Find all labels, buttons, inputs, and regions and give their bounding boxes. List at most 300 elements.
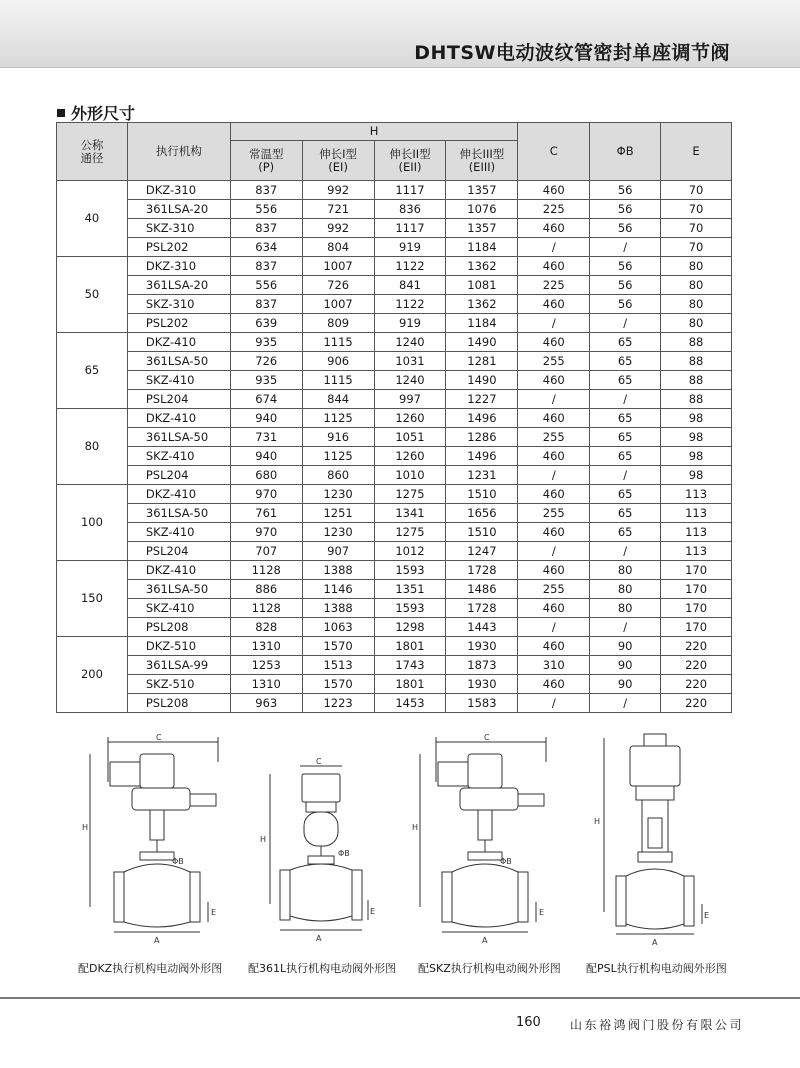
c-cell: 460 [518, 409, 590, 428]
table-row [57, 504, 732, 523]
phib-cell: / [590, 542, 661, 561]
h-p-cell: 970 [230, 485, 302, 504]
table-row [57, 485, 732, 504]
h-eiii-cell: 1496 [446, 447, 518, 466]
h-p-cell: 726 [230, 352, 302, 371]
h-eiii-cell: 1656 [446, 504, 518, 523]
h-ei-cell: 1063 [302, 618, 374, 637]
e-cell: 220 [661, 675, 732, 694]
actuator-model-cell: PSL204 [127, 466, 230, 485]
h-eii-cell: 919 [374, 238, 446, 257]
e-cell: 70 [661, 200, 732, 219]
h-ei-cell: 804 [302, 238, 374, 257]
h-eiii-cell: 1286 [446, 428, 518, 447]
square-bullet-icon [57, 109, 65, 117]
e-cell: 113 [661, 504, 732, 523]
e-cell: 170 [661, 599, 732, 618]
dim-a-label: A [316, 934, 322, 943]
table-row [57, 675, 732, 694]
e-cell: 88 [661, 390, 732, 409]
dim-e-label: E [211, 908, 217, 917]
h-p-cell: 1253 [230, 656, 302, 675]
actuator-model-cell: SKZ-310 [127, 295, 230, 314]
c-cell: 460 [518, 333, 590, 352]
dim-phib-label: ΦB [338, 849, 350, 858]
e-cell: 220 [661, 694, 732, 713]
phib-cell: 65 [590, 447, 661, 466]
h-p-cell: 940 [230, 409, 302, 428]
h-p-cell: 837 [230, 181, 302, 200]
actuator-model-cell: DKZ-410 [127, 409, 230, 428]
h-p-cell: 639 [230, 314, 302, 333]
table-row [57, 561, 732, 580]
h-eii-cell: 1453 [374, 694, 446, 713]
h-p-cell: 761 [230, 504, 302, 523]
h-eiii-cell: 1362 [446, 295, 518, 314]
c-cell: 225 [518, 200, 590, 219]
dimension-table [56, 122, 732, 713]
h-ei-cell: 1125 [302, 447, 374, 466]
e-cell: 70 [661, 181, 732, 200]
dim-h-label: H [412, 823, 419, 832]
c-cell: 460 [518, 447, 590, 466]
header-nominal-diameter [57, 123, 128, 181]
c-cell: / [518, 618, 590, 637]
actuator-model-cell: PSL208 [127, 694, 230, 713]
c-cell: 255 [518, 504, 590, 523]
h-eiii-cell: 1496 [446, 409, 518, 428]
actuator-model-cell: DKZ-510 [127, 637, 230, 656]
table-row [57, 333, 732, 352]
dim-e-label: E [370, 907, 376, 916]
actuator-model-cell: DKZ-410 [127, 561, 230, 580]
c-cell: 460 [518, 371, 590, 390]
c-cell: 310 [518, 656, 590, 675]
phib-cell: / [590, 238, 661, 257]
diagram-dkz [80, 732, 240, 954]
nominal-diameter-cell: 200 [57, 637, 128, 713]
actuator-model-cell: 361LSA-99 [127, 656, 230, 675]
h-ei-cell: 860 [302, 466, 374, 485]
h-p-cell: 970 [230, 523, 302, 542]
h-p-cell: 1310 [230, 637, 302, 656]
h-eiii-cell: 1490 [446, 371, 518, 390]
page-title: DHTSW电动波纹管密封单座调节阀 [414, 42, 730, 64]
h-eii-cell: 1122 [374, 257, 446, 276]
h-eii-cell: 1122 [374, 295, 446, 314]
h-eii-cell: 997 [374, 390, 446, 409]
footer-divider [0, 997, 800, 999]
phib-cell: 56 [590, 219, 661, 238]
e-cell: 220 [661, 656, 732, 675]
h-eiii-cell: 1443 [446, 618, 518, 637]
h-eii-cell: 1351 [374, 580, 446, 599]
actuator-model-cell: PSL208 [127, 618, 230, 637]
phib-cell: / [590, 694, 661, 713]
company-name: 山东裕鸿阀门股份有限公司 [570, 1018, 745, 1032]
h-eiii-cell: 1510 [446, 485, 518, 504]
h-eiii-cell: 1728 [446, 599, 518, 618]
table-row [57, 580, 732, 599]
h-eii-cell: 1801 [374, 675, 446, 694]
h-eii-cell: 1117 [374, 219, 446, 238]
e-cell: 80 [661, 295, 732, 314]
e-cell: 113 [661, 523, 732, 542]
h-eiii-cell: 1227 [446, 390, 518, 409]
phib-cell: 80 [590, 599, 661, 618]
h-ei-cell: 1007 [302, 295, 374, 314]
e-cell: 98 [661, 409, 732, 428]
h-eii-cell: 1298 [374, 618, 446, 637]
h-eiii-cell: 1510 [446, 523, 518, 542]
table-row [57, 656, 732, 675]
table-row [57, 257, 732, 276]
table-row [57, 637, 732, 656]
nominal-diameter-cell: 100 [57, 485, 128, 561]
dim-phib-label: ΦB [172, 857, 184, 866]
nominal-diameter-cell: 65 [57, 333, 128, 409]
phib-cell: 80 [590, 561, 661, 580]
h-eii-cell: 1240 [374, 333, 446, 352]
h-ei-cell: 1230 [302, 485, 374, 504]
h-ei-cell: 1570 [302, 675, 374, 694]
h-p-cell: 935 [230, 371, 302, 390]
table-body [57, 181, 732, 713]
h-p-cell: 680 [230, 466, 302, 485]
h-p-cell: 556 [230, 276, 302, 295]
dim-a-label: A [652, 938, 658, 947]
dim-c-label: C [316, 757, 322, 766]
h-eii-cell: 836 [374, 200, 446, 219]
h-eii-cell: 1051 [374, 428, 446, 447]
h-p-cell: 828 [230, 618, 302, 637]
dim-c-label: C [156, 733, 162, 742]
phib-cell: / [590, 618, 661, 637]
actuator-model-cell: DKZ-410 [127, 333, 230, 352]
table-row [57, 523, 732, 542]
header-h-eiii: 伸长III型 (EIII) [446, 141, 518, 181]
table-row [57, 352, 732, 371]
header-h-p: 常温型 (P) [230, 141, 302, 181]
c-cell: 460 [518, 257, 590, 276]
h-ei-cell: 1223 [302, 694, 374, 713]
phib-cell: 90 [590, 675, 661, 694]
c-cell: 460 [518, 675, 590, 694]
h-eii-cell: 1260 [374, 409, 446, 428]
e-cell: 80 [661, 314, 732, 333]
h-ei-cell: 1146 [302, 580, 374, 599]
table-row [57, 542, 732, 561]
c-cell: 460 [518, 561, 590, 580]
table-row [57, 618, 732, 637]
h-eiii-cell: 1247 [446, 542, 518, 561]
c-cell: 460 [518, 485, 590, 504]
header-h-ei: 伸长I型 (EI) [302, 141, 374, 181]
header-h-eii: 伸长II型 (EII) [374, 141, 446, 181]
dim-a-label: A [154, 936, 160, 945]
section-heading-text: 外形尺寸 [71, 104, 136, 123]
h-ei-cell: 1570 [302, 637, 374, 656]
dim-h-label: H [82, 823, 89, 832]
actuator-model-cell: SKZ-410 [127, 599, 230, 618]
h-p-cell: 1128 [230, 599, 302, 618]
header-c: C [518, 123, 590, 181]
h-ei-cell: 726 [302, 276, 374, 295]
actuator-model-cell: PSL204 [127, 390, 230, 409]
actuator-model-cell: SKZ-510 [127, 675, 230, 694]
e-cell: 70 [661, 238, 732, 257]
diagram-skz [412, 732, 562, 954]
phib-cell: 90 [590, 637, 661, 656]
c-cell: / [518, 238, 590, 257]
h-p-cell: 674 [230, 390, 302, 409]
h-eii-cell: 919 [374, 314, 446, 333]
page-number: 160 [516, 1015, 541, 1030]
header-actuator: 执行机构 [127, 123, 230, 181]
h-eiii-cell: 1357 [446, 219, 518, 238]
c-cell: 460 [518, 181, 590, 200]
dim-phib-label: ΦB [500, 857, 512, 866]
h-eiii-cell: 1728 [446, 561, 518, 580]
e-cell: 170 [661, 561, 732, 580]
actuator-model-cell: PSL204 [127, 542, 230, 561]
e-cell: 80 [661, 276, 732, 295]
c-cell: / [518, 466, 590, 485]
h-eii-cell: 1117 [374, 181, 446, 200]
diagram-361l [250, 732, 380, 954]
h-ei-cell: 1251 [302, 504, 374, 523]
h-eii-cell: 1275 [374, 523, 446, 542]
dim-e-label: E [539, 908, 545, 917]
actuator-model-cell: 361LSA-20 [127, 200, 230, 219]
h-eiii-cell: 1583 [446, 694, 518, 713]
h-p-cell: 963 [230, 694, 302, 713]
c-cell: 255 [518, 352, 590, 371]
header-phib: ΦB [590, 123, 661, 181]
c-cell: / [518, 314, 590, 333]
h-eii-cell: 1031 [374, 352, 446, 371]
h-eii-cell: 1260 [374, 447, 446, 466]
h-p-cell: 707 [230, 542, 302, 561]
e-cell: 88 [661, 333, 732, 352]
phib-cell: 65 [590, 504, 661, 523]
h-p-cell: 731 [230, 428, 302, 447]
h-p-cell: 837 [230, 295, 302, 314]
e-cell: 220 [661, 637, 732, 656]
h-eiii-cell: 1231 [446, 466, 518, 485]
phib-cell: 65 [590, 485, 661, 504]
phib-cell: / [590, 314, 661, 333]
h-ei-cell: 1115 [302, 371, 374, 390]
e-cell: 98 [661, 428, 732, 447]
c-cell: / [518, 390, 590, 409]
caption-dkz: 配DKZ执行机构电动阀外形图 [78, 962, 223, 975]
dim-h-label: H [260, 835, 267, 844]
h-eii-cell: 1010 [374, 466, 446, 485]
table-row [57, 390, 732, 409]
h-ei-cell: 1388 [302, 561, 374, 580]
e-cell: 170 [661, 618, 732, 637]
actuator-model-cell: 361LSA-50 [127, 428, 230, 447]
c-cell: / [518, 542, 590, 561]
h-p-cell: 940 [230, 447, 302, 466]
phib-cell: 56 [590, 295, 661, 314]
e-cell: 88 [661, 371, 732, 390]
table-row [57, 447, 732, 466]
h-ei-cell: 1007 [302, 257, 374, 276]
table-row [57, 428, 732, 447]
table-row [57, 466, 732, 485]
e-cell: 98 [661, 466, 732, 485]
c-cell: 460 [518, 523, 590, 542]
actuator-model-cell: SKZ-410 [127, 447, 230, 466]
h-eiii-cell: 1486 [446, 580, 518, 599]
phib-cell: 56 [590, 276, 661, 295]
phib-cell: / [590, 390, 661, 409]
phib-cell: 65 [590, 523, 661, 542]
phib-cell: 90 [590, 656, 661, 675]
actuator-model-cell: PSL202 [127, 314, 230, 333]
actuator-model-cell: PSL202 [127, 238, 230, 257]
c-cell: 255 [518, 428, 590, 447]
actuator-model-cell: SKZ-410 [127, 371, 230, 390]
h-ei-cell: 1513 [302, 656, 374, 675]
phib-cell: 80 [590, 580, 661, 599]
h-eiii-cell: 1930 [446, 675, 518, 694]
phib-cell: 56 [590, 257, 661, 276]
h-eiii-cell: 1873 [446, 656, 518, 675]
c-cell: 225 [518, 276, 590, 295]
h-p-cell: 935 [230, 333, 302, 352]
dim-c-label: C [484, 733, 490, 742]
nominal-diameter-cell: 50 [57, 257, 128, 333]
h-eiii-cell: 1281 [446, 352, 518, 371]
e-cell: 70 [661, 219, 732, 238]
phib-cell: 56 [590, 181, 661, 200]
table-row [57, 599, 732, 618]
h-ei-cell: 809 [302, 314, 374, 333]
e-cell: 80 [661, 257, 732, 276]
actuator-model-cell: 361LSA-20 [127, 276, 230, 295]
dim-e-label: E [704, 911, 710, 920]
phib-cell: / [590, 466, 661, 485]
caption-psl: 配PSL执行机构电动阀外形图 [586, 962, 727, 975]
c-cell: 460 [518, 219, 590, 238]
table-row [57, 295, 732, 314]
phib-cell: 65 [590, 352, 661, 371]
h-eiii-cell: 1184 [446, 238, 518, 257]
table-row [57, 409, 732, 428]
c-cell: / [518, 694, 590, 713]
e-cell: 170 [661, 580, 732, 599]
actuator-model-cell: SKZ-310 [127, 219, 230, 238]
h-ei-cell: 1125 [302, 409, 374, 428]
h-p-cell: 886 [230, 580, 302, 599]
actuator-model-cell: DKZ-410 [127, 485, 230, 504]
h-ei-cell: 844 [302, 390, 374, 409]
h-eiii-cell: 1076 [446, 200, 518, 219]
phib-cell: 65 [590, 409, 661, 428]
e-cell: 88 [661, 352, 732, 371]
table-row [57, 181, 732, 200]
c-cell: 460 [518, 637, 590, 656]
actuator-model-cell: DKZ-310 [127, 181, 230, 200]
header-h: H [230, 123, 518, 141]
h-eii-cell: 1240 [374, 371, 446, 390]
h-ei-cell: 1115 [302, 333, 374, 352]
dim-h-label: H [594, 817, 601, 826]
table-row [57, 219, 732, 238]
c-cell: 460 [518, 599, 590, 618]
h-p-cell: 556 [230, 200, 302, 219]
table-row [57, 694, 732, 713]
header-e: E [661, 123, 732, 181]
h-ei-cell: 907 [302, 542, 374, 561]
h-eii-cell: 1593 [374, 599, 446, 618]
h-ei-cell: 1388 [302, 599, 374, 618]
h-eii-cell: 1012 [374, 542, 446, 561]
nominal-diameter-cell: 150 [57, 561, 128, 637]
nominal-diameter-cell: 80 [57, 409, 128, 485]
table-row [57, 200, 732, 219]
h-eiii-cell: 1081 [446, 276, 518, 295]
phib-cell: 65 [590, 428, 661, 447]
diagram-psl [592, 732, 722, 954]
phib-cell: 65 [590, 371, 661, 390]
h-ei-cell: 916 [302, 428, 374, 447]
caption-skz: 配SKZ执行机构电动阀外形图 [418, 962, 561, 975]
actuator-model-cell: 361LSA-50 [127, 504, 230, 523]
h-ei-cell: 721 [302, 200, 374, 219]
h-p-cell: 837 [230, 219, 302, 238]
section-heading [57, 101, 135, 124]
e-cell: 98 [661, 447, 732, 466]
dim-a-label: A [482, 936, 488, 945]
actuator-model-cell: 361LSA-50 [127, 580, 230, 599]
h-ei-cell: 992 [302, 181, 374, 200]
h-p-cell: 1128 [230, 561, 302, 580]
c-cell: 460 [518, 295, 590, 314]
h-eiii-cell: 1184 [446, 314, 518, 333]
h-p-cell: 837 [230, 257, 302, 276]
c-cell: 255 [518, 580, 590, 599]
h-eii-cell: 1801 [374, 637, 446, 656]
e-cell: 113 [661, 542, 732, 561]
h-eiii-cell: 1490 [446, 333, 518, 352]
h-eiii-cell: 1930 [446, 637, 518, 656]
phib-cell: 65 [590, 333, 661, 352]
table-row [57, 276, 732, 295]
caption-361l: 配361L执行机构电动阀外形图 [248, 962, 397, 975]
h-ei-cell: 992 [302, 219, 374, 238]
h-ei-cell: 1230 [302, 523, 374, 542]
h-eiii-cell: 1362 [446, 257, 518, 276]
nominal-diameter-cell: 40 [57, 181, 128, 257]
table-row [57, 371, 732, 390]
h-eii-cell: 1341 [374, 504, 446, 523]
header-dn-text: 公称 通径 [80, 138, 104, 165]
e-cell: 113 [661, 485, 732, 504]
h-ei-cell: 906 [302, 352, 374, 371]
h-p-cell: 1310 [230, 675, 302, 694]
h-p-cell: 634 [230, 238, 302, 257]
h-eii-cell: 1593 [374, 561, 446, 580]
h-eiii-cell: 1357 [446, 181, 518, 200]
actuator-model-cell: 361LSA-50 [127, 352, 230, 371]
h-eii-cell: 841 [374, 276, 446, 295]
phib-cell: 56 [590, 200, 661, 219]
actuator-model-cell: SKZ-410 [127, 523, 230, 542]
